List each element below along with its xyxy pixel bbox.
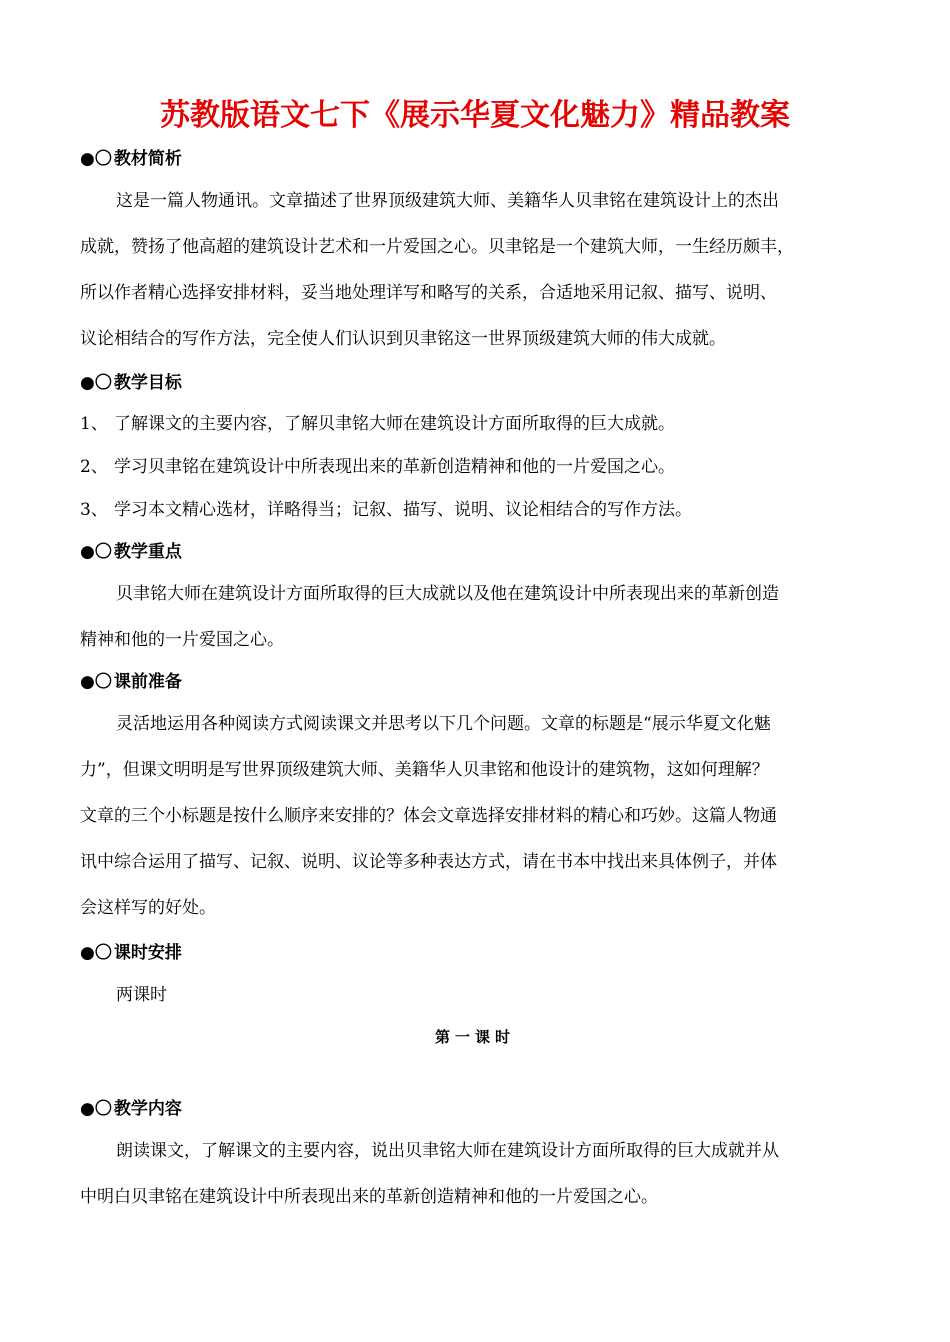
list-item-text: 了解课文的主要内容，了解贝聿铭大师在建筑设计方面所取得的巨大成就。 (114, 414, 675, 434)
paragraph-line: 中明白贝聿铭在建筑设计中所表现出来的革新创造精神和他的一片爱国之心。 (80, 1187, 658, 1207)
section-heading-content (80, 1097, 182, 1121)
section-heading-goals (80, 371, 182, 395)
goals-list (80, 403, 880, 532)
list-item (80, 446, 880, 489)
bullet-marker: ●〇 (80, 672, 112, 692)
paragraph-line: 会这样写的好处。 (80, 898, 216, 918)
schedule-paragraph (80, 972, 880, 1018)
paragraph-line: 讯中综合运用了描写、记叙、说明、议论等多种表达方式，请在书本中找出来具体例子，并体 (80, 852, 777, 872)
bullet-marker: ●〇 (80, 1099, 112, 1119)
key-points-paragraph (80, 571, 880, 663)
list-item-number: 1、 (80, 414, 108, 434)
heading-text: 教学目标 (113, 373, 182, 393)
heading-text: 课时安排 (113, 943, 182, 963)
paragraph-line: 朗读课文，了解课文的主要内容，说出贝聿铭大师在建筑设计方面所取得的巨大成就并从 (116, 1141, 779, 1161)
list-item-text: 学习贝聿铭在建筑设计中所表现出来的革新创造精神和他的一片爱国之心。 (114, 457, 675, 477)
preparation-paragraph (80, 701, 880, 931)
bullet-marker: ●〇 (80, 149, 112, 169)
list-item (80, 403, 880, 446)
paragraph-line: 灵活地运用各种阅读方式阅读课文并思考以下几个问题。文章的标题是“展示华夏文化魅 (116, 714, 771, 734)
lesson-heading: 第一课时 (434, 1028, 515, 1046)
paragraph-line: 议论相结合的写作方法，完全使人们认识到贝聿铭这一世界顶级建筑大师的伟大成就。 (80, 329, 726, 349)
list-item-text: 学习本文精心选材，详略得当；记叙、描写、说明、议论相结合的写作方法。 (114, 500, 692, 520)
section-heading-analysis (80, 147, 182, 171)
document-title: 苏教版语文七下《展示华夏文化魅力》精品教案 (160, 98, 790, 133)
list-item-number: 2、 (80, 457, 108, 477)
section-heading-key-points (80, 540, 182, 564)
heading-text: 教学内容 (113, 1099, 182, 1119)
bullet-marker: ●〇 (80, 943, 112, 963)
paragraph-line: 所以作者精心选择安排材料，妥当地处理详写和略写的关系，合适地采用记叙、描写、说明、 (80, 283, 777, 303)
section-heading-preparation (80, 670, 182, 694)
paragraph-line: 两课时 (116, 985, 167, 1005)
paragraph-line: 贝聿铭大师在建筑设计方面所取得的巨大成就以及他在建筑设计中所表现出来的革新创造 (116, 584, 779, 604)
heading-text: 课前准备 (113, 672, 182, 692)
paragraph-line: 精神和他的一片爱国之心。 (80, 630, 284, 650)
section-heading-schedule (80, 941, 182, 965)
analysis-paragraph (80, 178, 880, 362)
bullet-marker: ●〇 (80, 373, 112, 393)
heading-text: 教材简析 (113, 149, 182, 169)
bullet-marker: ●〇 (80, 542, 112, 562)
heading-text: 教学重点 (113, 542, 182, 562)
paragraph-line: 成就，赞扬了他高超的建筑设计艺术和一片爱国之心。贝聿铭是一个建筑大师，一生经历颇丰， (80, 237, 794, 257)
paragraph-line: 力”，但课文明明是写世界顶级建筑大师、美籍华人贝聿铭和他设计的建筑物，这如何理解？ (80, 760, 769, 780)
paragraph-line: 这是一篇人物通讯。文章描述了世界顶级建筑大师、美籍华人贝聿铭在建筑设计上的杰出 (116, 191, 779, 211)
content-paragraph (80, 1128, 880, 1220)
list-item-number: 3、 (80, 500, 108, 520)
list-item (80, 489, 880, 532)
paragraph-line: 文章的三个小标题是按什么顺序来安排的？体会文章选择安排材料的精心和巧妙。这篇人物通 (80, 806, 777, 826)
